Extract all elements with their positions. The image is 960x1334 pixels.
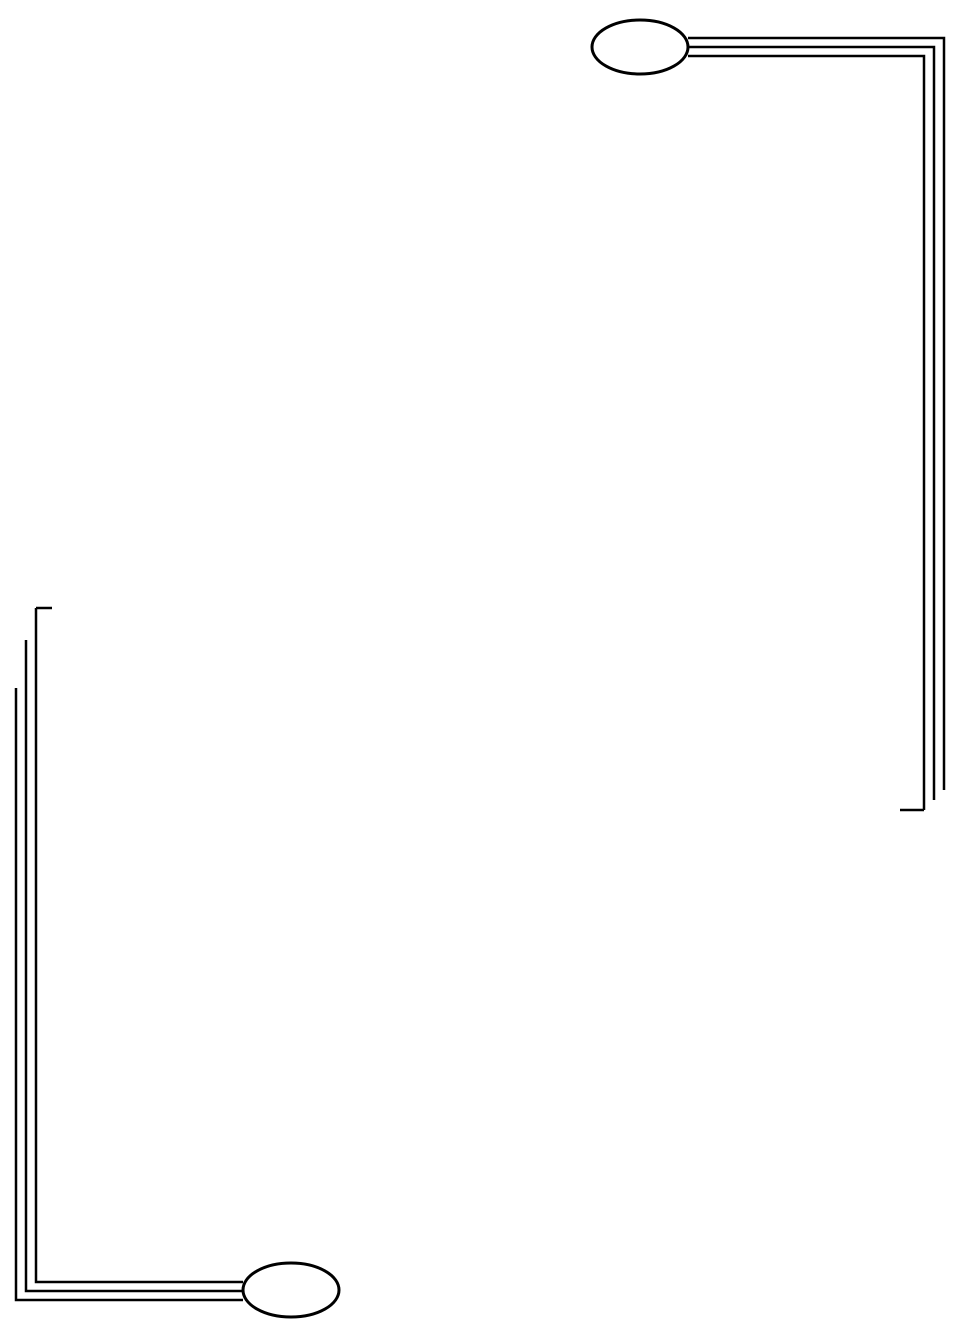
bottom-ornament-oval: [243, 1263, 339, 1317]
top-ornament-oval: [592, 20, 688, 74]
